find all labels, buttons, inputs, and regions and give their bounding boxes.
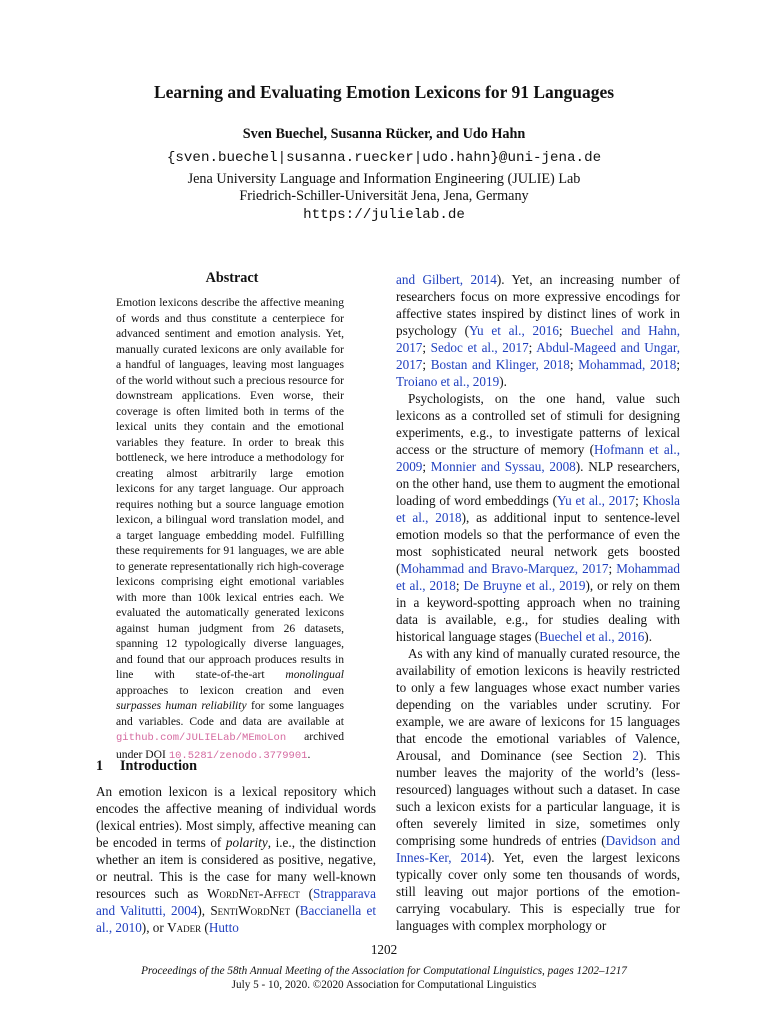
- section-ref-link[interactable]: 2: [632, 748, 639, 763]
- citation-link[interactable]: Buechel et al., 2016: [539, 629, 645, 644]
- proceedings-footer: Proceedings of the 58th Annual Meeting of the Association for Computational Linguistics, pages 1202–1217: [141, 965, 627, 977]
- citation-link[interactable]: Mohammad et al., 2018: [396, 561, 680, 593]
- citation-link[interactable]: Yu et al., 2016: [468, 323, 559, 338]
- author-emails: [0, 149, 768, 166]
- doi-link[interactable]: 10.5281/zenodo.3779901: [168, 749, 308, 762]
- paragraph: and Gilbert, 2014). Yet, an increasing number of researchers focus on more expressive encodings for affective states inspired by distinct lines of work in psychology (Yu et al., 2016; Buechel and Hahn, 2017; Sedoc et al., 2017; Abdul-Mageed and Ungar, 2017; Bostan and Klinger, 2018; Mohammad, 2018; Troiano et al., 2019).: [396, 272, 681, 389]
- citation-link[interactable]: Bostan and Klinger, 2018: [430, 357, 570, 372]
- abstract-heading: Abstract: [205, 270, 259, 286]
- citation-link[interactable]: Yu et al., 2017: [557, 493, 636, 508]
- abstract-text: Emotion lexicons describe the affective meaning of words and thus constitute a centerpiece for advanced sentiment and emotion analysis. Yet, manually curated lexicons are only available for a handful of languages, leaving most languages of the world without such a precious resource for downstream applications. Even worse, their coverage is often limited both in terms of the lexical units they contain and the emotional variables they feature. In order to break this bottleneck, we here introduce a methodology for creating almost arbitrarily large emotion lexicons for any target language. Our approach requires nothing but a source language emotion lexicon, a bilingual word translation model, and a target language embedding model. Fulfilling these requirements for 91 languages, we are able to generate representationally rich high-coverage lexicons comprising eight emotional variables with more than 100k lexical entries each. We evaluated the automatically generated lexicons against human judgment from 26 datasets, spanning 12 typologically diverse languages, and found that our approach produces results in line with state-of-the-art monolingual approaches to lexicon creation and even surpasses human reliability for some languages and variables. Code and data are available at github.com/JULIELab/MEmoLon archived under DOI 10.5281/zenodo.3779901.: [116, 296, 345, 762]
- citation-link[interactable]: Monnier and Syssau, 2008: [430, 459, 576, 474]
- paragraph: As with any kind of manually curated resource, the availability of emotion lexicons is heavily restricted to only a few languages whose exact number varies depending on the variables under scrutiny. For example, we are aware of lexicons for 15 languages that encode the emotional variables of Valence, Arousal, and Dominance (see Section 2). This number leaves the majority of the world’s (less-resourced) languages without such a dataset. In case such a lexicon exists for a particular language, it is often severely limited in size, sometimes only comprising some hundreds of entries (Davidson and Innes-Ker, 2014). Yet, even the largest lexicons typically cover only some ten thousands of words, still leaving out major portions of the emotion-carrying vocabulary. This is especially true for languages with complex morphology or: [396, 646, 680, 933]
- citation-link[interactable]: Davidson and Innes-Ker, 2014: [396, 833, 680, 865]
- affiliation-lab: Jena University Language and Information Engineering (JULIE) Lab: [187, 171, 581, 187]
- resource-name: SentiWordNet: [210, 903, 291, 918]
- citation-link[interactable]: Abdul-Mageed and Ungar, 2017: [396, 340, 681, 372]
- author-list: Sven Buechel, Susanna Rücker, and Udo Hahn: [242, 126, 526, 142]
- section-number: 1: [96, 758, 104, 774]
- citation-link[interactable]: De Bruyne et al., 2019: [463, 578, 586, 593]
- citation-link[interactable]: Hutto: [208, 920, 239, 935]
- copyright-footer: July 5 - 10, 2020. ©2020 Association for Computational Linguistics: [231, 979, 537, 991]
- email-address[interactable]: {sven.buechel|susanna.ruecker|udo.hahn}@uni-jena.de: [166, 150, 602, 166]
- resource-name: Vader: [167, 920, 202, 935]
- section-title: Introduction: [120, 758, 197, 774]
- citation-link[interactable]: Troiano et al., 2019: [396, 374, 500, 389]
- citation-link[interactable]: Hofmann et al., 2009: [396, 442, 680, 474]
- citation-link[interactable]: Mohammad and Bravo-Marquez, 2017: [400, 561, 609, 576]
- citation-link[interactable]: Strapparava and Valitutti, 2004: [96, 886, 376, 918]
- website-link[interactable]: https://julielab.de: [303, 207, 465, 223]
- paper-title: Learning and Evaluating Emotion Lexicons for 91 Languages: [153, 82, 615, 102]
- resource-name: WordNet-Affect: [207, 886, 300, 901]
- section-heading-introduction: [96, 758, 197, 775]
- citation-link[interactable]: Sedoc et al., 2017: [430, 340, 529, 355]
- citation-link[interactable]: Mohammad, 2018: [578, 357, 677, 372]
- citation-link[interactable]: Khosla et al., 2018: [396, 493, 680, 525]
- right-column: [396, 271, 680, 934]
- affiliation-university: Friedrich-Schiller-Universität Jena, Jena, Germany: [239, 188, 529, 204]
- lab-website: [0, 206, 768, 223]
- intro-paragraph: An emotion lexicon is a lexical repository which encodes the affective meaning of individual words (lexical entries). Most simply, affective meaning can be encoded in terms of polarity, i.e., the distinction whether an item is considered as positive, negative, or neutral. This is the case for many well-known resources such as WordNet-Affect (Strapparava and Valitutti, 2004), SentiWordNet (Baccianella et al., 2010), or Vader (Hutto: [96, 784, 376, 935]
- page-number: 1202: [370, 942, 398, 957]
- citation-link[interactable]: Buechel and Hahn, 2017: [396, 323, 680, 355]
- citation-link[interactable]: and Gilbert, 2014: [396, 272, 497, 287]
- paragraph: Psychologists, on the one hand, value such lexicons as a controlled set of stimuli for designing experiments, e.g., to investigate patterns of lexical access or the structure of memory (Hofmann et al., 2009; Monnier and Syssau, 2008). NLP researchers, on the other hand, use them to augment the emotional loading of word embeddings (Yu et al., 2017; Khosla et al., 2018), as additional input to sentence-level emotion models so that the performance of even the most sophisticated neural network gets boosted (Mohammad and Bravo-Marquez, 2017; Mohammad et al., 2018; De Bruyne et al., 2019), or rely on them in a keyword-spotting approach when no training data is available, e.g., for studies dealing with historical language stages (Buechel et al., 2016).: [396, 391, 680, 644]
- github-link[interactable]: github.com/JULIELab/MEmoLon: [116, 732, 287, 744]
- citation-link[interactable]: Baccianella et al., 2010: [96, 903, 376, 935]
